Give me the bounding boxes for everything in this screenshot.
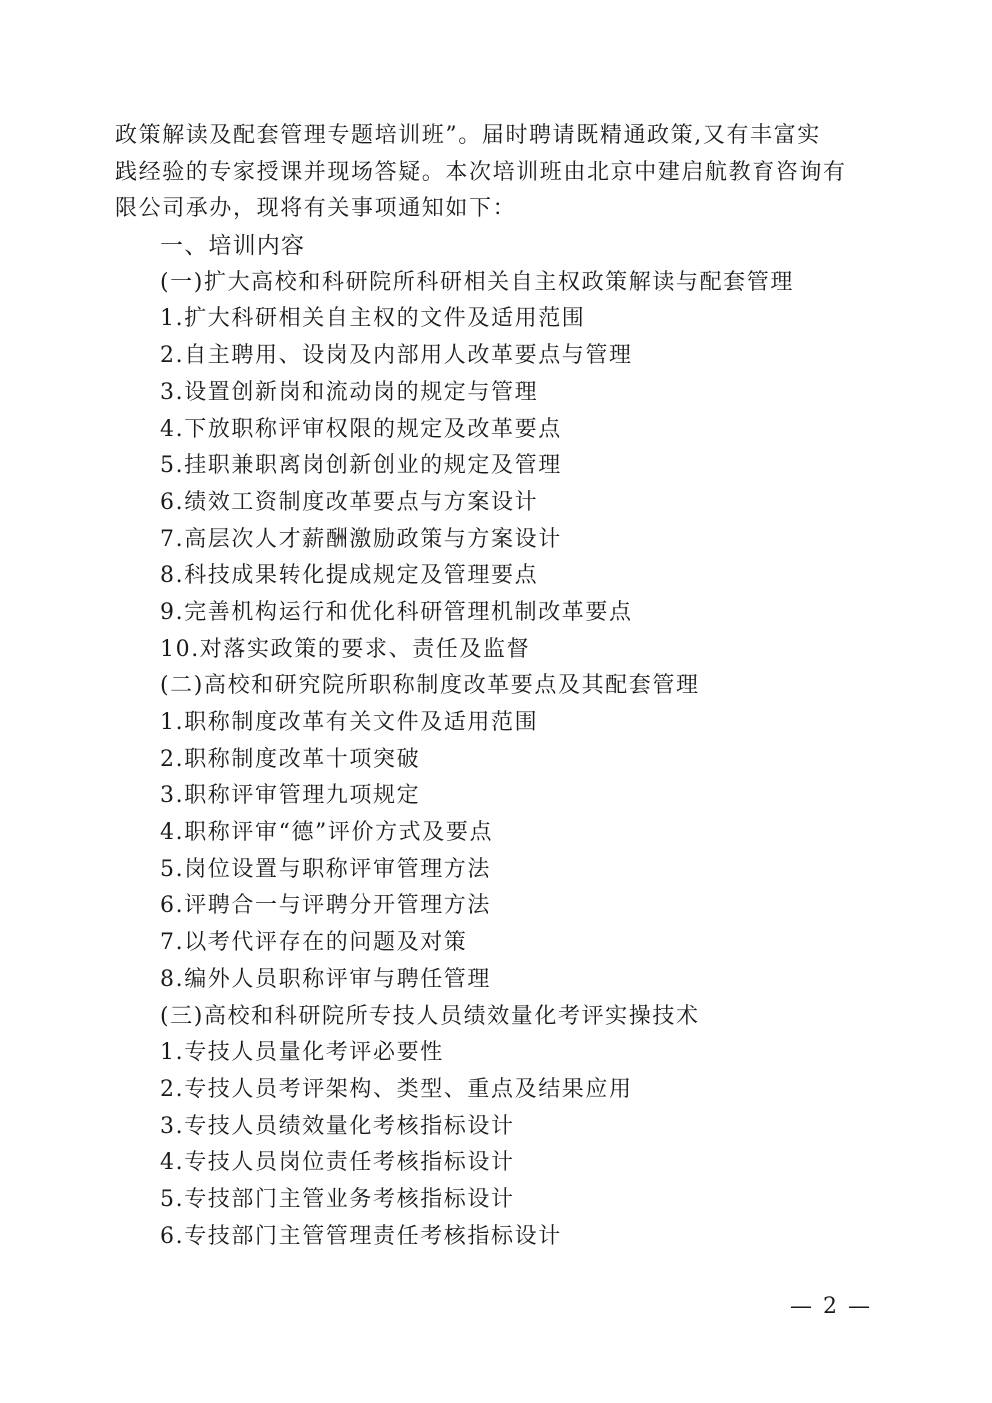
intro-line-2: 践经验的专家授课并现场答疑。本次培训班由北京中建启航教育咨询有 bbox=[115, 159, 847, 185]
list-item: 2.职称制度改革十项突破 bbox=[160, 746, 421, 772]
subsection-heading-1: (一)扩大高校和科研院所科研相关自主权政策解读与配套管理 bbox=[160, 269, 794, 295]
list-item: 3.设置创新岗和流动岗的规定与管理 bbox=[160, 379, 539, 405]
document-body bbox=[115, 118, 885, 1255]
list-item: 8.科技成果转化提成规定及管理要点 bbox=[160, 563, 539, 589]
list-item: 5.挂职兼职离岗创新创业的规定及管理 bbox=[160, 453, 562, 479]
subsection-heading-2: (二)高校和研究院所职称制度改革要点及其配套管理 bbox=[160, 673, 700, 699]
list-item: 5.岗位设置与职称评审管理方法 bbox=[160, 856, 491, 882]
list-item: 2.专技人员考评架构、类型、重点及结果应用 bbox=[160, 1076, 633, 1102]
list-item: 4.职称评审“德”评价方式及要点 bbox=[160, 820, 494, 846]
list-item: 1.职称制度改革有关文件及适用范围 bbox=[160, 710, 539, 735]
intro-line-3: 限公司承办，现将有关事项通知如下： bbox=[115, 196, 517, 222]
list-item: 3.专技人员绩效量化考核指标设计 bbox=[160, 1113, 515, 1139]
list-item: 4.下放职称评审权限的规定及改革要点 bbox=[160, 416, 562, 442]
list-item: 9.完善机构运行和优化科研管理机制改革要点 bbox=[160, 599, 633, 625]
intro-line-1: 政策解读及配套管理专题培训班”。届时聘请既精通政策,又有丰富实 bbox=[115, 123, 821, 148]
section-heading: 一、培训内容 bbox=[160, 233, 306, 260]
list-item: 1.专技人员量化考评必要性 bbox=[160, 1040, 444, 1066]
list-item: 3.职称评审管理九项规定 bbox=[160, 783, 421, 809]
list-item: 10.对落实政策的要求、责任及监督 bbox=[160, 636, 531, 662]
list-item: 7.高层次人才薪酬激励政策与方案设计 bbox=[160, 526, 562, 552]
list-item: 6.专技部门主管管理责任考核指标设计 bbox=[160, 1223, 562, 1249]
list-item: 1.扩大科研相关自主权的文件及适用范围 bbox=[160, 306, 586, 332]
list-item: 6.绩效工资制度改革要点与方案设计 bbox=[160, 489, 539, 515]
list-item: 6.评聘合一与评聘分开管理方法 bbox=[160, 893, 491, 919]
subsection-heading-3: (三)高校和科研院所专技人员绩效量化考评实操技术 bbox=[160, 1003, 700, 1029]
list-item: 7.以考代评存在的问题及对策 bbox=[160, 930, 468, 956]
list-item: 8.编外人员职称评审与聘任管理 bbox=[160, 966, 491, 992]
list-item: 5.专技部门主管业务考核指标设计 bbox=[160, 1186, 515, 1212]
list-item: 2.自主聘用、设岗及内部用人改革要点与管理 bbox=[160, 343, 633, 369]
page-number: — 2 — bbox=[790, 1294, 872, 1319]
list-item: 4.专技人员岗位责任考核指标设计 bbox=[160, 1150, 515, 1176]
